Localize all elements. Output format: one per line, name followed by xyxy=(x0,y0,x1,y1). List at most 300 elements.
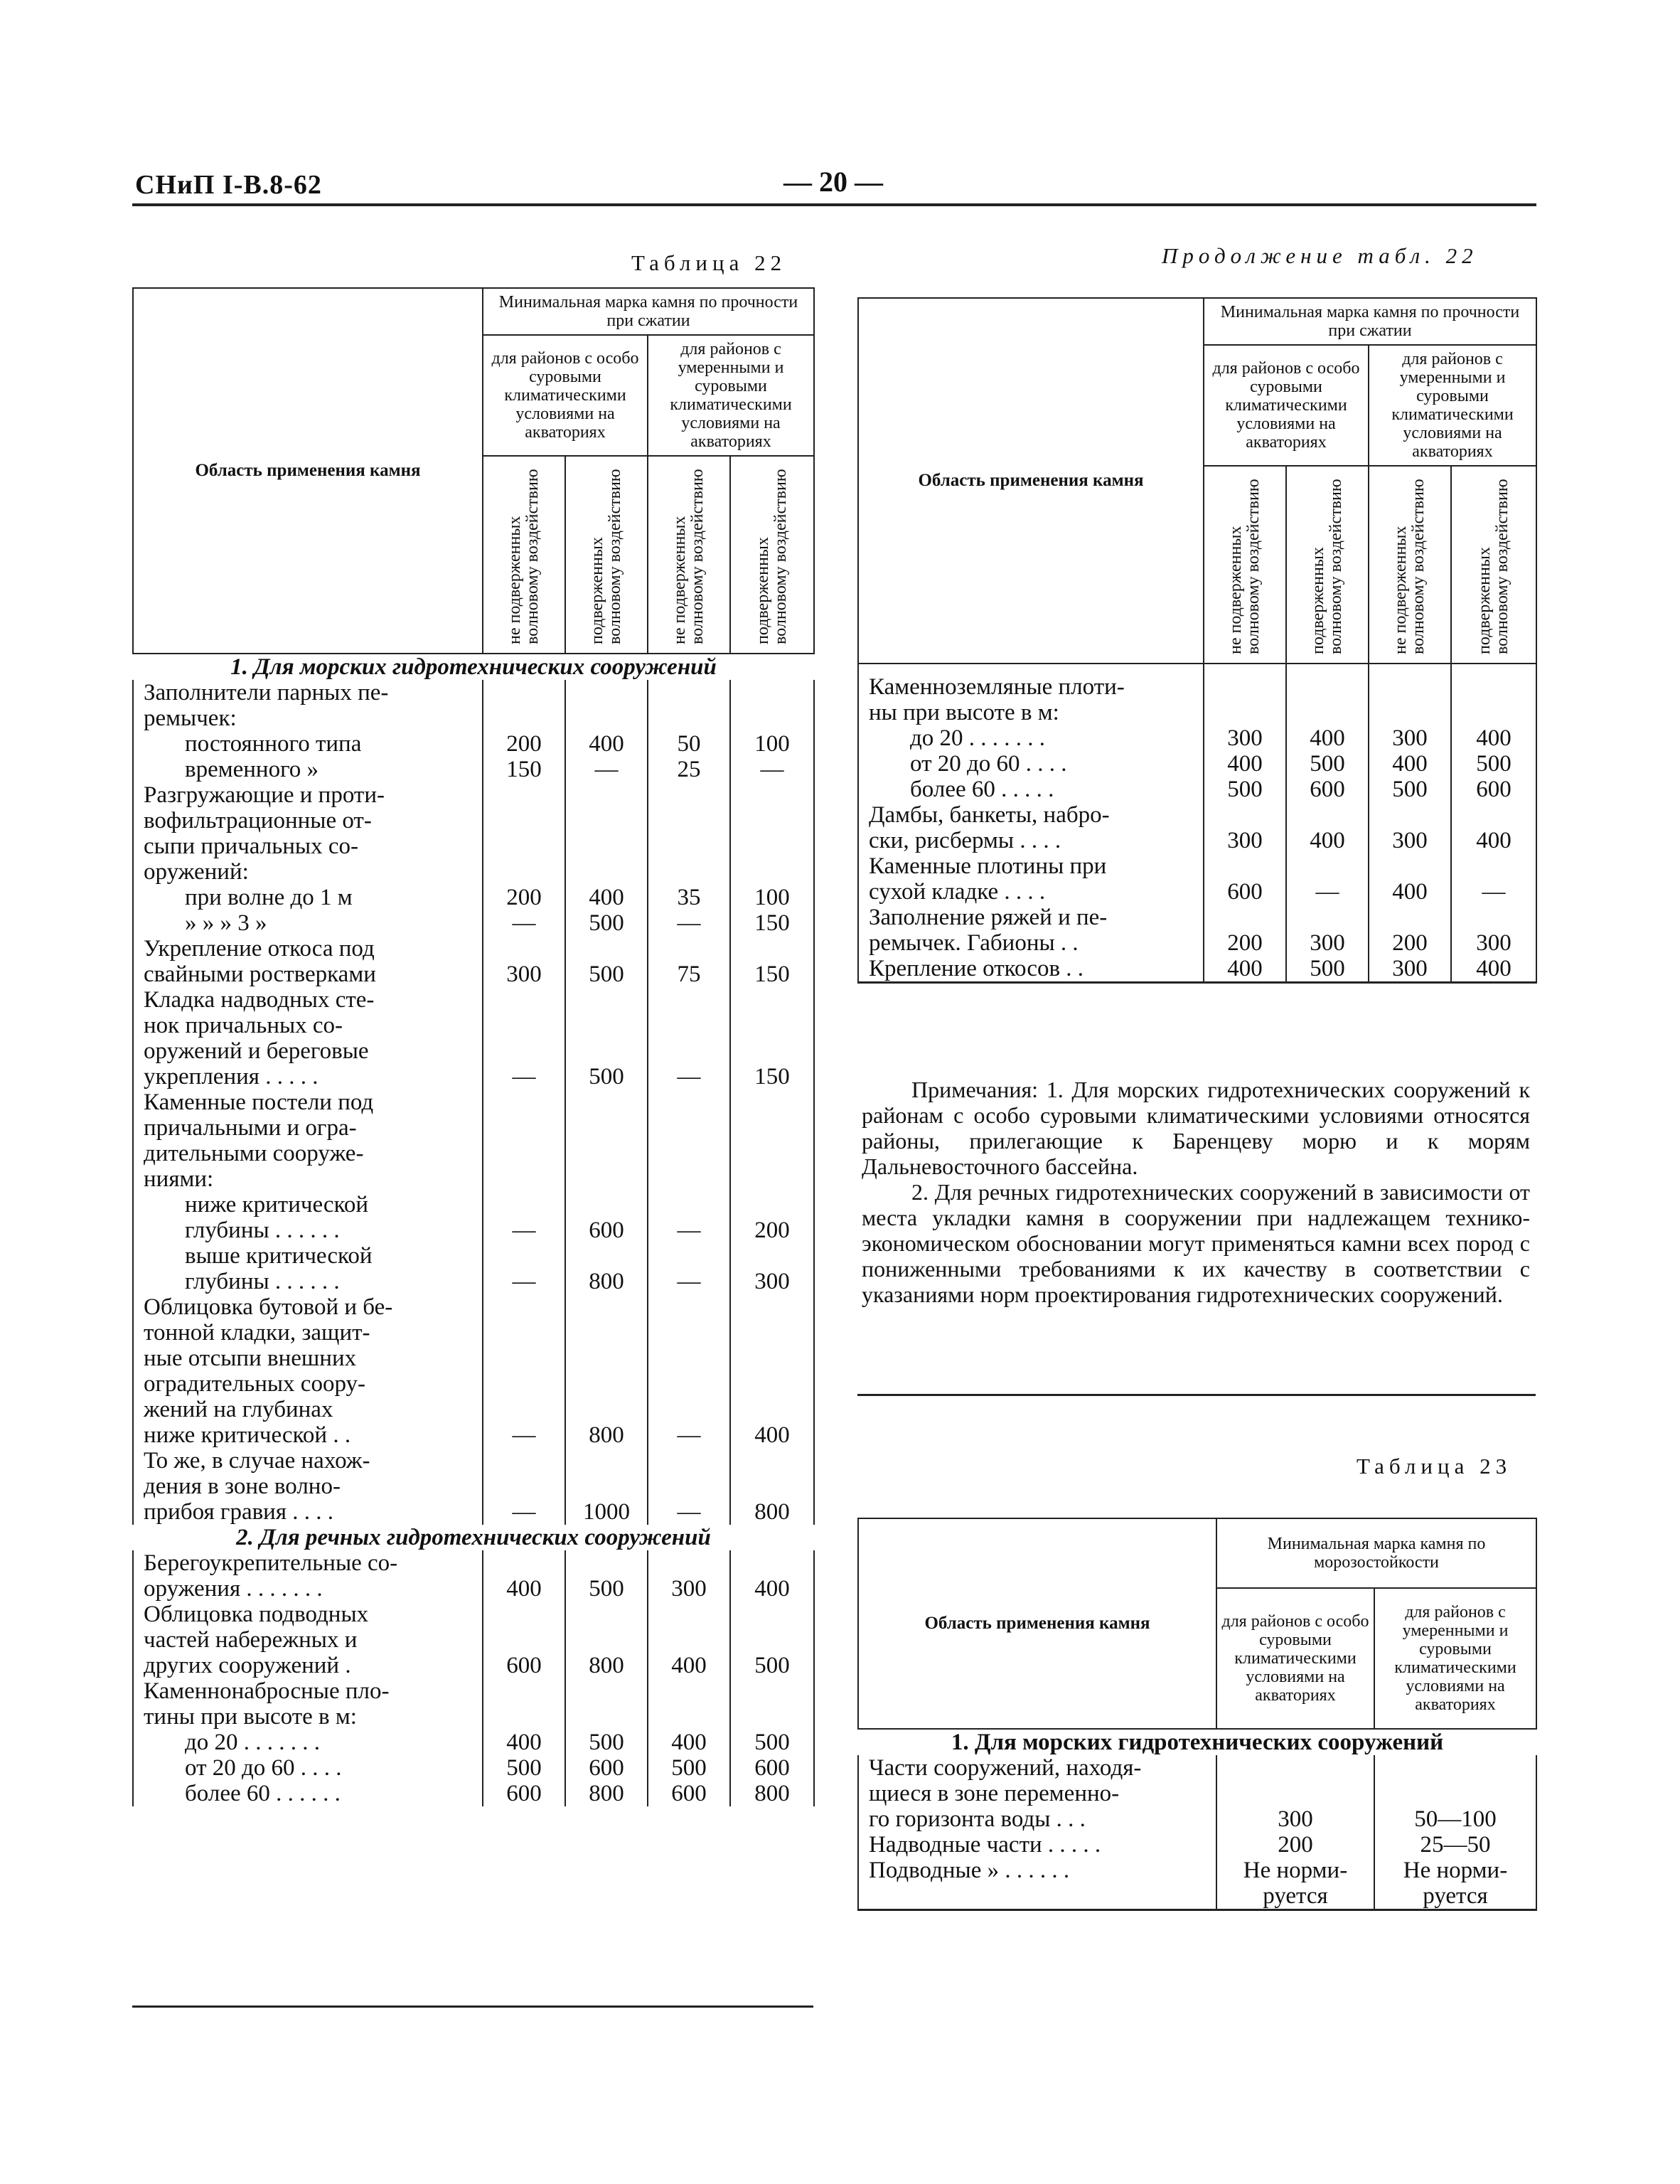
value-cell xyxy=(730,1115,814,1141)
table-row xyxy=(133,1755,814,1781)
value-cell xyxy=(483,1550,565,1576)
table-row xyxy=(133,1064,814,1090)
table-row xyxy=(133,1576,814,1602)
value-cell: — xyxy=(1286,879,1369,905)
row-label: причальными и огра- xyxy=(133,1115,483,1141)
value-cell: 500 xyxy=(730,1730,814,1755)
table-row xyxy=(133,833,814,859)
value-cell xyxy=(730,1141,814,1166)
value-cell xyxy=(483,1704,565,1730)
value-cell xyxy=(565,1038,648,1064)
value-cell xyxy=(1374,1755,1536,1781)
row-label: Подводные » . . . . . . xyxy=(858,1858,1216,1883)
value-cell: 300 xyxy=(1451,930,1536,956)
value-cell xyxy=(1286,700,1369,725)
value-cell: 75 xyxy=(648,962,730,987)
col-header-v1: не подверженных волновому воздействию xyxy=(505,469,542,644)
value-cell: 500 xyxy=(483,1755,565,1781)
value-cell xyxy=(483,1294,565,1320)
value-cell xyxy=(730,1192,814,1218)
value-cell: 600 xyxy=(1286,777,1369,802)
value-cell xyxy=(1369,700,1451,725)
value-cell xyxy=(648,1243,730,1269)
table-row xyxy=(858,879,1536,905)
value-cell xyxy=(730,859,814,885)
value-cell xyxy=(1204,853,1286,879)
left-table-bottom-rule xyxy=(132,2005,813,2008)
table-row xyxy=(133,1166,814,1192)
value-cell: 500 xyxy=(565,962,648,987)
value-cell: 200 xyxy=(730,1218,814,1243)
value-cell xyxy=(730,1678,814,1704)
value-cell: 300 xyxy=(1369,725,1451,751)
value-cell: 800 xyxy=(730,1781,814,1806)
table-row xyxy=(133,1038,814,1064)
value-cell xyxy=(730,1397,814,1422)
row-label: Заполнители парных пе- xyxy=(133,680,483,705)
value-cell xyxy=(1204,674,1286,700)
row-label: до 20 . . . . . . . xyxy=(858,725,1204,751)
row-label: ны при высоте в м: xyxy=(858,700,1204,725)
value-cell xyxy=(483,1115,565,1141)
value-cell xyxy=(1369,905,1451,930)
row-label: Каменные плотины при xyxy=(858,853,1204,879)
value-cell xyxy=(730,1320,814,1346)
value-cell xyxy=(565,1013,648,1038)
col-header-sub1: для районов с особо суровыми климатическими условиями на акваториях xyxy=(1204,345,1369,466)
table-row xyxy=(133,1320,814,1346)
table-row xyxy=(133,1269,814,1294)
row-label: ремычек. Габионы . . xyxy=(858,930,1204,956)
row-label: постоянного типа xyxy=(133,731,483,757)
table-row xyxy=(133,1115,814,1141)
value-cell: 600 xyxy=(483,1781,565,1806)
value-cell: 500 xyxy=(565,1730,648,1755)
value-cell: 500 xyxy=(1286,751,1369,777)
row-label: Крепление откосов . . xyxy=(858,956,1204,983)
value-cell xyxy=(1286,802,1369,828)
row-label: ниже критической . . xyxy=(133,1422,483,1448)
value-cell: 400 xyxy=(648,1730,730,1755)
value-cell xyxy=(648,1320,730,1346)
row-label: Дамбы, банкеты, набро- xyxy=(858,802,1204,828)
row-label: жений на глубинах xyxy=(133,1397,483,1422)
row-label: оружений и береговые xyxy=(133,1038,483,1064)
value-cell xyxy=(648,936,730,962)
table-row xyxy=(133,1448,814,1474)
value-cell: — xyxy=(483,1422,565,1448)
row-label: при волне до 1 м xyxy=(133,885,483,910)
table-row xyxy=(133,1192,814,1218)
col-header-group: Минимальная марка камня по прочности при сжатии xyxy=(483,288,814,335)
section-river: 2. Для речных гидротехнических сооружений xyxy=(236,1525,711,1550)
value-cell: 1000 xyxy=(565,1499,648,1525)
value-cell: 400 xyxy=(648,1653,730,1678)
value-cell xyxy=(565,1602,648,1627)
table-row xyxy=(133,1422,814,1448)
value-cell xyxy=(565,1166,648,1192)
table-row xyxy=(133,1346,814,1371)
value-cell xyxy=(483,833,565,859)
row-label: Каменноземляные плоти- xyxy=(858,674,1204,700)
table22-continuation-caption: Продолжение табл. 22 xyxy=(1162,243,1478,268)
value-cell: 800 xyxy=(565,1781,648,1806)
table-row xyxy=(133,1730,814,1755)
col-header-v2: подверженных волновому воздействию xyxy=(1309,479,1345,654)
value-cell xyxy=(565,782,648,808)
value-cell: 300 xyxy=(1204,725,1286,751)
value-cell xyxy=(1286,853,1369,879)
value-cell: 35 xyxy=(648,885,730,910)
table22-left xyxy=(132,287,815,1806)
table-row xyxy=(133,885,814,910)
value-cell: 400 xyxy=(483,1576,565,1602)
value-cell: 800 xyxy=(730,1499,814,1525)
value-cell xyxy=(483,1448,565,1474)
value-cell xyxy=(730,1166,814,1192)
row-label: нок причальных со- xyxy=(133,1013,483,1038)
table-row xyxy=(133,705,814,731)
row-label: временного » xyxy=(133,757,483,782)
value-cell: 400 xyxy=(1204,751,1286,777)
header-rule xyxy=(132,203,1536,206)
row-label: го горизонта воды . . . xyxy=(858,1806,1216,1832)
value-cell xyxy=(483,1346,565,1371)
value-cell xyxy=(483,1090,565,1115)
value-cell: 150 xyxy=(730,962,814,987)
value-cell xyxy=(730,1474,814,1499)
value-cell: 300 xyxy=(1369,956,1451,983)
value-cell: 200 xyxy=(483,731,565,757)
value-cell: — xyxy=(648,1499,730,1525)
row-label: до 20 . . . . . . . xyxy=(133,1730,483,1755)
value-cell xyxy=(730,680,814,705)
value-cell: 300 xyxy=(1369,828,1451,853)
row-label: глубины . . . . . . xyxy=(133,1218,483,1243)
value-cell: 400 xyxy=(1369,879,1451,905)
value-cell: 500 xyxy=(1451,751,1536,777)
table-row xyxy=(133,936,814,962)
col-header-sub2: для районов с умеренными и суровыми климатическими условиями на акваториях xyxy=(648,335,814,456)
value-cell xyxy=(565,1346,648,1371)
value-cell xyxy=(483,1627,565,1653)
value-cell xyxy=(730,1038,814,1064)
value-cell xyxy=(1451,700,1536,725)
value-cell: 400 xyxy=(1451,956,1536,983)
value-cell xyxy=(565,936,648,962)
row-label: свайными ростверками xyxy=(133,962,483,987)
value-cell: 200 xyxy=(483,885,565,910)
row-label: » » » 3 » xyxy=(133,910,483,936)
table-row xyxy=(858,1883,1536,1910)
table-row xyxy=(133,782,814,808)
value-cell: — xyxy=(483,1064,565,1090)
table22-notes xyxy=(862,1077,1530,1307)
value-cell xyxy=(730,1090,814,1115)
value-cell xyxy=(565,1320,648,1346)
col-header-application: Область применения камня xyxy=(858,1518,1216,1729)
table-row xyxy=(133,1550,814,1576)
value-cell xyxy=(648,859,730,885)
value-cell xyxy=(565,1550,648,1576)
value-cell: — xyxy=(648,1064,730,1090)
row-label: тины при высоте в м: xyxy=(133,1704,483,1730)
value-cell xyxy=(648,1627,730,1653)
value-cell: 25—50 xyxy=(1374,1832,1536,1858)
value-cell: 600 xyxy=(565,1755,648,1781)
row-label: Облицовка подводных xyxy=(133,1602,483,1627)
value-cell xyxy=(1216,1755,1374,1781)
row-label: оградительных соору- xyxy=(133,1371,483,1397)
value-cell xyxy=(483,808,565,833)
value-cell xyxy=(1204,905,1286,930)
value-cell xyxy=(648,1090,730,1115)
table-row xyxy=(133,1627,814,1653)
value-cell xyxy=(648,1371,730,1397)
row-label: более 60 . . . . . . xyxy=(133,1781,483,1806)
value-cell xyxy=(730,987,814,1013)
row-label: Облицовка бутовой и бе- xyxy=(133,1294,483,1320)
value-cell: 300 xyxy=(483,962,565,987)
value-cell xyxy=(648,1192,730,1218)
col-header-v3: не подверженных волновому воздействию xyxy=(670,469,707,644)
value-cell: 400 xyxy=(1204,956,1286,983)
value-cell xyxy=(730,1346,814,1371)
row-label: дения в зоне волно- xyxy=(133,1474,483,1499)
table-row xyxy=(133,1781,814,1806)
value-cell xyxy=(483,1678,565,1704)
value-cell: 300 xyxy=(1216,1806,1374,1832)
table23-caption: Таблица 23 xyxy=(1357,1454,1512,1479)
value-cell: 150 xyxy=(730,1064,814,1090)
row-label: ниже критической xyxy=(133,1192,483,1218)
value-cell: 400 xyxy=(730,1422,814,1448)
value-cell xyxy=(565,1294,648,1320)
col-header-v2: подверженных волновому воздействию xyxy=(588,469,624,644)
value-cell xyxy=(565,1397,648,1422)
value-cell xyxy=(648,1704,730,1730)
value-cell xyxy=(483,1038,565,1064)
row-label: Берегоукрепительные со- xyxy=(133,1550,483,1576)
table-row xyxy=(858,700,1536,725)
value-cell: 500 xyxy=(565,910,648,936)
value-cell xyxy=(483,1141,565,1166)
row-label: ниями: xyxy=(133,1166,483,1192)
value-cell: руется xyxy=(1374,1883,1536,1910)
row-label: от 20 до 60 . . . . xyxy=(858,751,1204,777)
row-label: от 20 до 60 . . . . xyxy=(133,1755,483,1781)
value-cell xyxy=(1451,802,1536,828)
value-cell xyxy=(1451,853,1536,879)
value-cell: 800 xyxy=(565,1269,648,1294)
row-label: Заполнение ряжей и пе- xyxy=(858,905,1204,930)
value-cell: — xyxy=(648,1422,730,1448)
value-cell: 500 xyxy=(1286,956,1369,983)
value-cell: — xyxy=(730,757,814,782)
value-cell: 600 xyxy=(483,1653,565,1678)
section-marine: 1. Для морских гидротехнических сооружений xyxy=(230,654,717,680)
col-header-sub1: для районов с особо суровыми климатическими условиями на акваториях xyxy=(483,335,648,456)
table-row xyxy=(858,905,1536,930)
col-header-v1: не подверженных волновому воздействию xyxy=(1226,479,1263,654)
row-label: тонной кладки, защит- xyxy=(133,1320,483,1346)
value-cell: 500 xyxy=(1369,777,1451,802)
table-row xyxy=(858,853,1536,879)
value-cell xyxy=(1374,1781,1536,1806)
row-label: То же, в случае нахож- xyxy=(133,1448,483,1474)
row-label: Кладка надводных сте- xyxy=(133,987,483,1013)
table-row xyxy=(133,1499,814,1525)
value-cell xyxy=(648,1013,730,1038)
table-row xyxy=(858,802,1536,828)
value-cell xyxy=(1286,905,1369,930)
table-row xyxy=(858,1832,1536,1858)
col-header-application: Область применения камня xyxy=(858,298,1204,664)
value-cell xyxy=(648,1397,730,1422)
row-label: дительными сооруже- xyxy=(133,1141,483,1166)
table-row xyxy=(133,808,814,833)
value-cell xyxy=(648,833,730,859)
row-label: сухой кладке . . . . xyxy=(858,879,1204,905)
table-row xyxy=(858,751,1536,777)
table-row xyxy=(133,962,814,987)
table-row xyxy=(133,757,814,782)
table-row xyxy=(858,1858,1536,1883)
value-cell xyxy=(648,1602,730,1627)
value-cell xyxy=(565,1090,648,1115)
value-cell: 400 xyxy=(565,731,648,757)
value-cell xyxy=(1216,1781,1374,1806)
value-cell: 50—100 xyxy=(1374,1806,1536,1832)
value-cell: — xyxy=(648,1269,730,1294)
table-row xyxy=(133,1090,814,1115)
value-cell: 300 xyxy=(730,1269,814,1294)
row-label: вофильтрационные от- xyxy=(133,808,483,833)
value-cell xyxy=(648,987,730,1013)
value-cell xyxy=(730,1704,814,1730)
value-cell xyxy=(648,1474,730,1499)
row-label: прибоя гравия . . . . xyxy=(133,1499,483,1525)
value-cell: 800 xyxy=(565,1422,648,1448)
table-row xyxy=(858,930,1536,956)
value-cell: 400 xyxy=(1451,725,1536,751)
value-cell: 400 xyxy=(1451,828,1536,853)
col-header-sub1: для районов с особо суровыми климатическими условиями на акваториях xyxy=(1216,1588,1374,1729)
value-cell: 300 xyxy=(1286,930,1369,956)
table-row xyxy=(858,674,1536,700)
value-cell: — xyxy=(483,1269,565,1294)
value-cell xyxy=(1369,674,1451,700)
value-cell xyxy=(565,1704,648,1730)
value-cell xyxy=(648,1294,730,1320)
value-cell: 500 xyxy=(565,1576,648,1602)
value-cell: 600 xyxy=(648,1781,730,1806)
value-cell xyxy=(1369,853,1451,879)
value-cell: 400 xyxy=(1286,828,1369,853)
table-row xyxy=(133,1371,814,1397)
table-row xyxy=(133,1243,814,1269)
table-row xyxy=(133,1474,814,1499)
row-label: выше критической xyxy=(133,1243,483,1269)
row-label: других сооружений . xyxy=(133,1653,483,1678)
value-cell: Не норми- xyxy=(1216,1858,1374,1883)
value-cell xyxy=(483,1013,565,1038)
value-cell xyxy=(1451,674,1536,700)
value-cell xyxy=(730,1448,814,1474)
value-cell xyxy=(565,1141,648,1166)
value-cell xyxy=(1286,674,1369,700)
value-cell xyxy=(648,1550,730,1576)
value-cell xyxy=(483,1397,565,1422)
col-header-v3: не подверженных волновому воздействию xyxy=(1391,479,1428,654)
col-header-group: Минимальная марка камня по прочности при сжатии xyxy=(1204,298,1536,345)
table-row xyxy=(133,859,814,885)
value-cell xyxy=(730,1602,814,1627)
table-row xyxy=(133,1141,814,1166)
value-cell xyxy=(565,833,648,859)
value-cell: — xyxy=(483,1218,565,1243)
value-cell: 150 xyxy=(483,757,565,782)
table-row xyxy=(133,1653,814,1678)
value-cell: 300 xyxy=(648,1576,730,1602)
value-cell xyxy=(565,1371,648,1397)
value-cell xyxy=(565,705,648,731)
value-cell: 600 xyxy=(730,1755,814,1781)
value-cell xyxy=(730,1294,814,1320)
value-cell xyxy=(730,1627,814,1653)
value-cell: 400 xyxy=(730,1576,814,1602)
value-cell: 400 xyxy=(565,885,648,910)
value-cell xyxy=(730,833,814,859)
value-cell xyxy=(483,1320,565,1346)
row-label: более 60 . . . . . xyxy=(858,777,1204,802)
value-cell xyxy=(648,1038,730,1064)
col-header-v4: подверженных волновому воздействию xyxy=(754,469,790,644)
table-row xyxy=(858,1806,1536,1832)
value-cell: 50 xyxy=(648,731,730,757)
value-cell xyxy=(565,859,648,885)
table-row xyxy=(133,1602,814,1627)
table23 xyxy=(857,1518,1537,1911)
table-row xyxy=(858,777,1536,802)
value-cell xyxy=(565,1678,648,1704)
value-cell: 200 xyxy=(1369,930,1451,956)
value-cell: 400 xyxy=(1369,751,1451,777)
value-cell xyxy=(730,936,814,962)
table-row xyxy=(858,956,1536,983)
col-header-sub2: для районов с умеренными и суровыми климатическими условиями на акваториях xyxy=(1374,1588,1536,1729)
value-cell xyxy=(1451,905,1536,930)
value-cell: 500 xyxy=(1204,777,1286,802)
value-cell: 400 xyxy=(483,1730,565,1755)
value-cell xyxy=(483,782,565,808)
value-cell xyxy=(648,808,730,833)
row-label: Части сооружений, находя- xyxy=(858,1755,1216,1781)
value-cell xyxy=(648,1141,730,1166)
col-header-v4: подверженных волновому воздействию xyxy=(1475,479,1512,654)
value-cell xyxy=(1204,700,1286,725)
page-number: — 20 — xyxy=(783,166,883,198)
note-1: Примечания: 1. Для морских гидротехнических сооружений к районам с особо суровыми климатическими условиями относятся районы, прилегающие к Баренцеву морю и к морям Дальневосточного бассейна. xyxy=(862,1077,1530,1179)
row-label: Разгружающие и проти- xyxy=(133,782,483,808)
value-cell xyxy=(730,1013,814,1038)
value-cell: — xyxy=(565,757,648,782)
value-cell xyxy=(483,705,565,731)
value-cell xyxy=(730,782,814,808)
value-cell xyxy=(483,936,565,962)
table-row xyxy=(133,910,814,936)
value-cell xyxy=(565,808,648,833)
